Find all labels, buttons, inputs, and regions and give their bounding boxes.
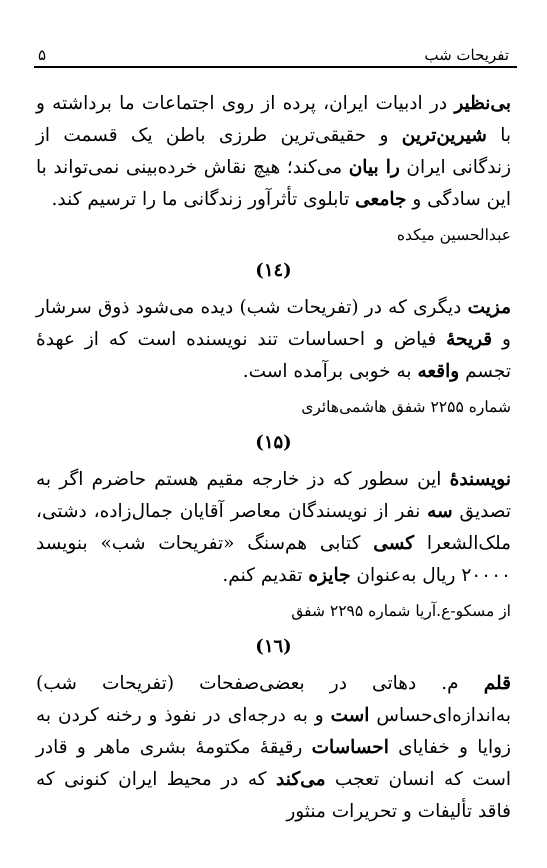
paragraph-14 <box>36 292 511 388</box>
text-run: و به درجه‌ای در نفوذ و رخنه کردن به زوایا و خفایای <box>36 705 511 758</box>
lead-word: جامعی <box>355 189 407 210</box>
text-run: تابلوی تأثرآور زندگانی ما را ترسیم کند. <box>51 189 356 210</box>
text-run: می‌کند؛ هیچ نقاش خرده‌بینی نمی‌تواند با این سادگی و <box>36 157 511 210</box>
lead-word: است <box>330 705 370 726</box>
text-run: که در محیط ایران کنونی که فاقد تألیفات و تحریرات منثور <box>36 769 511 822</box>
text-run: این سطور که دز خارجه مقیم هستم حاضرم اگر به تصدیق <box>36 469 511 522</box>
section-number-14: (۱٤) <box>255 260 292 281</box>
text-run: فیاض و احساسات تند نویسنده است که از عهدهٔ تجسم <box>36 329 511 382</box>
signature-3: از مسکو-ع.آریا شماره ۲۲۹۵ شفق <box>291 602 511 620</box>
header-rule <box>34 66 517 68</box>
paragraph-16 <box>36 668 511 828</box>
signature-2: شماره ۲۲۵۵ شفق هاشمی‌هائری <box>301 398 511 416</box>
lead-word: مزیت <box>467 297 511 318</box>
lead-word: واقعه <box>417 361 460 382</box>
paragraph-13 <box>36 88 511 216</box>
text-run: نفر از نویسندگان معاصر آقایان جمال‌زاده، دشتی، ملک‌الشعرا <box>36 501 511 554</box>
text-run: در ادبیات ایران، پرده از روی اجتماعات ما برداشته و با <box>36 93 511 146</box>
lead-word: قریحهٔ <box>446 329 493 350</box>
lead-word: احساسات <box>311 737 389 758</box>
signature-1: عبدالحسین میکده <box>396 226 511 244</box>
lead-word: سه <box>427 501 453 522</box>
page-number: ۵ <box>38 46 47 64</box>
lead-word: کسی <box>373 533 415 554</box>
lead-word: بی‌نظیر <box>454 93 511 114</box>
text-run: به خوبی برآمده است. <box>242 361 418 382</box>
text-run: دیگری که در (تفریحات شب) دیده می‌شود ذوق سرشار و <box>36 297 511 350</box>
section-number-15: (۱۵) <box>255 432 292 453</box>
lead-word: نویسندهٔ <box>449 469 511 490</box>
lead-word: می‌کند <box>276 769 326 790</box>
text-run: و حقیقی‌ترین طرزی باطن یک قسمت از زندگانی ایران <box>36 125 512 178</box>
text-run: رقیقهٔ مکتومهٔ بشری ماهر و قادر است که انسان تعجب <box>36 737 511 790</box>
header-title: تفریحات شب <box>424 46 509 64</box>
section-number-16: (۱٦) <box>255 636 292 657</box>
text-run: کتابی هم‌سنگ «تفریحات شب» بنویسد ۲۰۰۰۰ ریال به‌عنوان <box>36 533 511 586</box>
lead-word: قلم <box>483 673 511 694</box>
lead-word: جایزه <box>308 565 351 586</box>
lead-word: شیرین‌ترین <box>401 125 487 146</box>
text-run: م. دهاتی در بعضی‌صفحات (تفریحات شب) به‌اندازه‌ای‌حساس <box>36 673 511 726</box>
lead-word: را بیان <box>348 157 400 178</box>
page-body <box>36 88 511 828</box>
running-header <box>38 40 509 64</box>
text-run: تقدیم کنم. <box>222 565 309 586</box>
paragraph-15 <box>36 464 511 592</box>
